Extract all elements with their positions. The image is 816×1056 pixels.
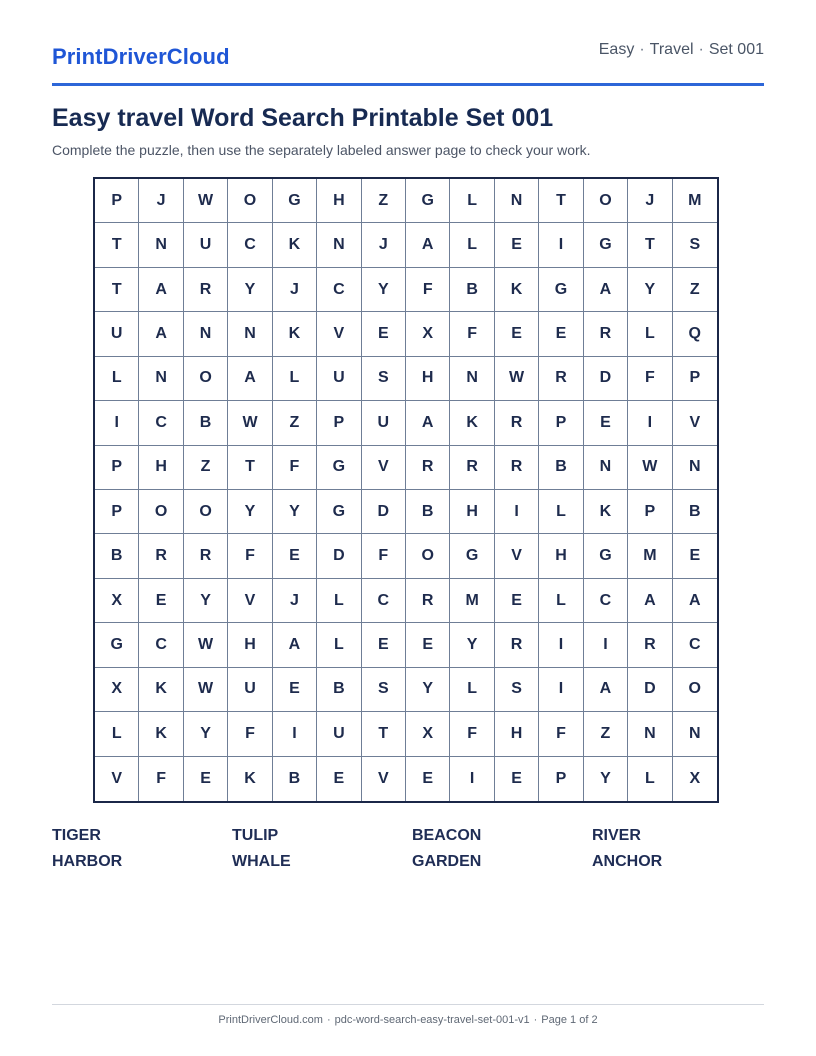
grid-cell: D [628,668,672,712]
grid-cell: I [273,712,317,756]
grid-cell: E [495,223,539,267]
grid-cell: P [95,179,139,223]
grid-cell: I [450,757,494,801]
grid-cell: N [450,357,494,401]
grid-cell: J [139,179,183,223]
grid-cell: F [539,712,583,756]
grid-cell: E [539,312,583,356]
grid-cell: H [539,534,583,578]
grid-cell: Y [184,579,228,623]
grid-cell: T [539,179,583,223]
grid-cell: A [139,312,183,356]
grid-cell: I [539,223,583,267]
grid-cell: R [184,534,228,578]
grid-cell: Z [184,446,228,490]
grid-cell: D [362,490,406,534]
grid-cell: R [495,623,539,667]
grid-cell: F [362,534,406,578]
grid-cell: K [228,757,272,801]
grid-cell: S [362,668,406,712]
grid-cell: W [184,179,228,223]
grid-cell: Y [406,668,450,712]
grid-cell: U [362,401,406,445]
grid-cell: W [628,446,672,490]
grid-cell: S [673,223,717,267]
grid-cell: N [317,223,361,267]
grid-cell: X [689,769,701,787]
word-list [52,826,772,871]
grid-cell: O [673,668,717,712]
grid-cell: N [228,312,272,356]
grid-cell: Z [362,179,406,223]
grid-cell: C [673,623,717,667]
grid-cell: Y [228,268,272,312]
grid-cell: E [495,312,539,356]
grid-cell: H [139,446,183,490]
grid-cell: J [628,179,672,223]
page-subtitle: Complete the puzzle, then use the separately labeled answer page to check your work. [52,142,591,158]
grid-cell: E [495,757,539,801]
grid-cell: T [228,446,272,490]
breadcrumb-set: Set 001 [708,41,764,58]
grid-cell: L [450,223,494,267]
grid-cell: G [584,223,628,267]
word-list-item: TIGER [52,827,101,844]
grid-cell: V [362,757,406,801]
grid-cell: L [539,490,583,534]
grid-cell: H [450,490,494,534]
breadcrumb-theme: Travel [649,41,694,58]
page-title: Easy travel Word Search Printable Set 001 [52,104,554,132]
footer-doc-id: pdc-word-search-easy-travel-set-001-v1 [334,1014,530,1026]
footer-site: PrintDriverCloud.com [218,1014,323,1026]
word-list-item: TULIP [232,827,279,844]
grid-cell: X [95,579,139,623]
grid-cell: B [450,268,494,312]
grid-cell: Y [362,268,406,312]
grid-cell: Z [273,401,317,445]
grid-cell: L [95,712,139,756]
grid-cell: C [139,401,183,445]
grid-cell: E [673,534,717,578]
grid-cell: A [673,579,717,623]
word-list-item: ANCHOR [592,853,663,870]
grid-cell: R [628,623,672,667]
grid-cell: N [139,223,183,267]
grid-cell: G [273,179,317,223]
breadcrumb-separator: · [698,41,704,58]
header-divider [52,83,764,86]
grid-cell: E [406,757,450,801]
grid-cell: H [495,712,539,756]
grid-cell: F [450,312,494,356]
grid-cell: L [450,668,494,712]
grid-cell: B [406,490,450,534]
grid-cell: N [584,446,628,490]
grid-cell: U [317,357,361,401]
grid-cell: C [362,579,406,623]
grid-cell: A [584,668,628,712]
grid-cell: Z [673,268,717,312]
grid-cell: V [95,757,139,801]
footer-divider [52,1004,764,1005]
grid-cell: G [317,446,361,490]
grid-cell: K [273,223,317,267]
grid-cell: Y [628,268,672,312]
grid-cell: I [495,490,539,534]
grid-cell: T [628,223,672,267]
grid-cell: E [273,534,317,578]
grid-cell: G [95,623,139,667]
grid-cell: Y [228,490,272,534]
grid-cell: G [584,534,628,578]
grid-cell: A [406,223,450,267]
grid-cell: Q [673,312,717,356]
grid-cell: Y [450,623,494,667]
grid-cell: A [228,357,272,401]
grid-cell: M [673,179,717,223]
word-list-item: WHALE [232,853,291,870]
grid-cell: W [228,401,272,445]
grid-cell: W [184,623,228,667]
grid-cell: S [495,668,539,712]
grid-cell: U [228,668,272,712]
grid-cell: T [95,223,139,267]
grid-cell: F [628,357,672,401]
grid-cell: I [539,668,583,712]
grid-cell: R [539,357,583,401]
grid-cell: W [495,357,539,401]
grid-cell: D [317,534,361,578]
grid-cell: N [184,312,228,356]
grid-cell: B [95,534,139,578]
grid-cell: E [273,668,317,712]
breadcrumb [599,41,764,59]
grid-cell: D [584,357,628,401]
grid-cell: N [673,712,717,756]
grid-cell: F [228,534,272,578]
grid-cell: Y [584,757,628,801]
brand-logo[interactable]: PrintDriverCloud [52,44,230,69]
grid-cell: C [228,223,272,267]
grid-cell: F [406,268,450,312]
grid-cell: R [495,446,539,490]
grid-cell: X [406,712,450,756]
grid-cell: A [584,268,628,312]
grid-cell: F [139,757,183,801]
grid-cell: T [362,712,406,756]
grid-cell: O [406,534,450,578]
grid-cell: P [317,401,361,445]
grid-cell: G [539,268,583,312]
grid-cell: J [362,223,406,267]
grid-cell: X [95,668,139,712]
page-footer [0,1014,816,1026]
grid-cell: P [673,357,717,401]
footer-page-number: Page 1 of 2 [541,1014,598,1026]
page-header [52,0,764,86]
grid-cell: J [273,268,317,312]
grid-cell: E [406,623,450,667]
grid-cell: E [362,623,406,667]
grid-cell: L [95,357,139,401]
grid-cell: E [139,579,183,623]
grid-cell: A [273,623,317,667]
grid-cell: H [228,623,272,667]
grid-cell: L [317,579,361,623]
word-list-item: RIVER [592,827,641,844]
grid-cell: F [273,446,317,490]
grid-cell: K [584,490,628,534]
grid-cell: N [139,357,183,401]
grid-cell: R [584,312,628,356]
grid-cell: K [139,668,183,712]
grid-cell: W [184,668,228,712]
grid-cell: L [539,579,583,623]
grid-cell: K [450,401,494,445]
grid-cell: L [317,623,361,667]
grid-cell: E [317,757,361,801]
grid-cell: V [228,579,272,623]
grid-cell: O [139,490,183,534]
grid-cell: C [584,579,628,623]
grid-cell: K [273,312,317,356]
word-list-item: BEACON [412,827,482,844]
grid-cell: O [584,179,628,223]
grid-cell: E [495,579,539,623]
grid-cell: M [628,534,672,578]
word-search-grid [93,177,719,803]
grid-cell: P [95,490,139,534]
grid-cell: O [228,179,272,223]
grid-cell: Y [273,490,317,534]
grid-cell: N [628,712,672,756]
grid-cell: R [406,446,450,490]
grid-cell: N [495,179,539,223]
grid-cell: A [139,268,183,312]
grid-cell: P [539,757,583,801]
breadcrumb-difficulty: Easy [598,41,635,58]
grid-cell: R [184,268,228,312]
grid-cell: B [317,668,361,712]
grid-cell: V [673,401,717,445]
grid-cell: B [539,446,583,490]
grid-cell: K [139,712,183,756]
grid-cell: P [95,446,139,490]
grid-cell: P [628,490,672,534]
grid-cell: Z [584,712,628,756]
grid-cell: C [139,623,183,667]
word-list-item: HARBOR [52,853,123,870]
word-list-item: GARDEN [412,853,482,870]
grid-cell: N [673,446,717,490]
grid-cell: U [184,223,228,267]
grid-cell: R [139,534,183,578]
grid-cell: X [406,312,450,356]
grid-cell: S [362,357,406,401]
grid-cell: L [450,179,494,223]
grid-cell: H [406,357,450,401]
grid-cell: B [184,401,228,445]
grid-cell: F [228,712,272,756]
grid-cell: P [539,401,583,445]
grid-cell: V [317,312,361,356]
grid-cell: I [539,623,583,667]
grid-cell: A [628,579,672,623]
grid-cell: F [450,712,494,756]
grid-cell: R [406,579,450,623]
grid-cell: R [495,401,539,445]
footer-separator: · [533,1014,538,1026]
grid-cell: L [273,357,317,401]
grid-cell: O [184,357,228,401]
grid-cell: V [495,534,539,578]
grid-cell: M [450,579,494,623]
footer-separator: · [326,1014,331,1026]
grid-cell: E [584,401,628,445]
grid-cell: I [628,401,672,445]
grid-cell: I [584,623,628,667]
grid-cell: V [362,446,406,490]
grid-cell: H [317,179,361,223]
grid-cell: G [450,534,494,578]
grid-cell: A [406,401,450,445]
grid-cell: I [95,401,139,445]
grid-cell: L [628,757,672,801]
grid-cell: U [95,312,139,356]
grid-cell: G [317,490,361,534]
grid-cell: T [95,268,139,312]
grid-cell: U [317,712,361,756]
grid-cell: B [673,490,717,534]
grid-cell: L [628,312,672,356]
grid-cell: C [317,268,361,312]
grid-cell: G [406,179,450,223]
grid-cell: R [450,446,494,490]
breadcrumb-separator: · [639,41,645,58]
grid-cell: B [273,757,317,801]
grid-cell: O [184,490,228,534]
grid-cell: K [495,268,539,312]
grid-cell: J [273,579,317,623]
grid-cell: Y [184,712,228,756]
grid-cell: E [362,312,406,356]
grid-cell: E [184,757,228,801]
